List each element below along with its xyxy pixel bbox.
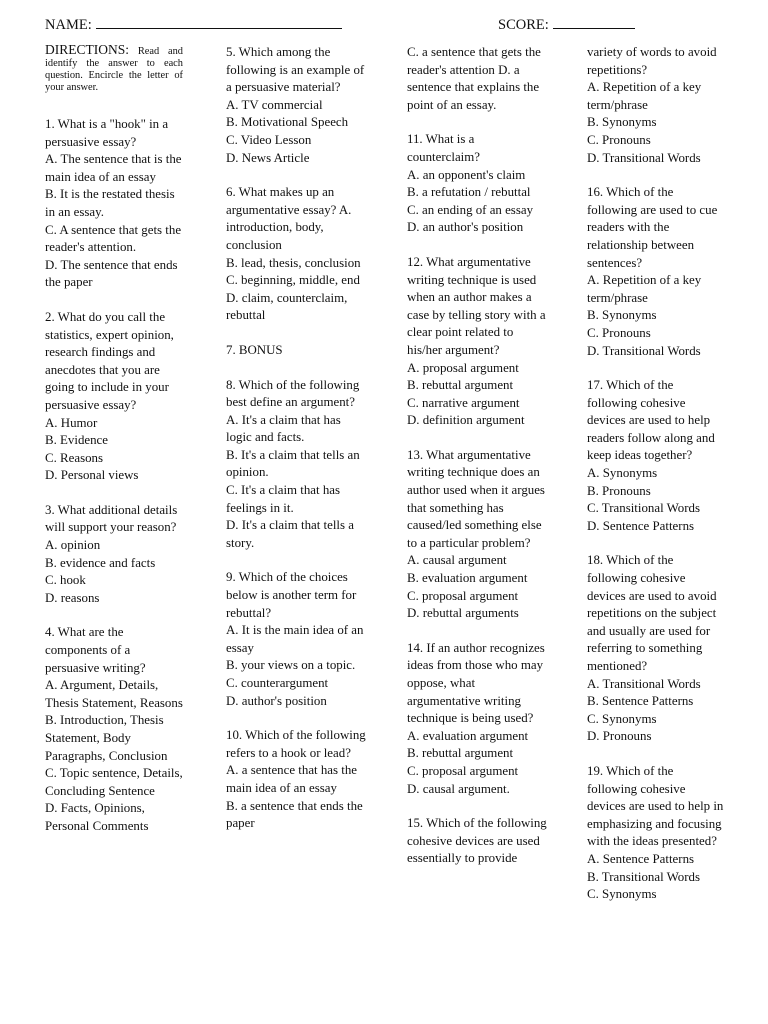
answer-option[interactable]: C. Synonyms [587,887,657,902]
answer-option[interactable]: B. Synonyms [587,115,657,130]
answer-option[interactable]: C. beginning, middle, end [226,273,360,288]
answer-option[interactable]: B. evidence and facts [45,555,156,570]
answer-option[interactable]: B. lead, thesis, conclusion [226,255,361,270]
question-text: 4. What are the components of a persuasive writing? [45,625,146,675]
question-block [45,116,183,292]
answer-option[interactable]: B. It is the restated thesis in an essay. [45,187,175,219]
question-block [587,552,725,746]
answer-option[interactable]: C. A sentence that gets the reader's attention. [45,222,182,255]
question-block [407,815,547,868]
question-text: 16. Which of the following are used to cue readers with the relationship between sentences? [587,185,718,270]
answer-option[interactable]: A. The sentence that is the main idea of an essay [45,152,182,184]
answer-option[interactable]: A. Transitional Words [587,676,701,691]
question-text: 14. If an author recognizes ideas from those who may oppose, what argumentative writing technique is being used? [407,640,545,726]
answer-option[interactable]: D. Sentence Patterns [587,518,695,533]
answer-option[interactable]: D. The sentence that ends the paper [45,257,178,290]
header [45,16,728,38]
question-block [226,727,366,833]
column-3 [407,44,547,885]
question-block [407,131,547,237]
answer-option[interactable]: A. It is the main idea of an essay [226,623,364,655]
question-text: 6. What makes up an argumentative essay? A. introduction, body, conclusion [226,185,352,252]
question-text: 8. Which of the following best define an argument? [226,377,360,410]
answer-option[interactable]: B. Transitional Words [587,869,700,884]
question-text: 3. What additional details will support your reason? [45,502,178,535]
answer-option[interactable]: D. Facts, Opinions, Personal Comments [45,801,149,833]
question-text: variety of words to avoid repetitions? [587,45,717,77]
answer-option[interactable]: A. TV commercial [226,97,323,112]
answer-option[interactable]: D. rebuttal arguments [407,606,519,621]
answer-option[interactable]: A. Synonyms [587,466,658,481]
question-block [45,624,183,835]
question-text: 7. BONUS [226,342,283,357]
answer-option[interactable]: A. causal argument [407,553,507,568]
column-4 [587,44,725,921]
answer-option[interactable]: A. evaluation argument [407,728,529,743]
score-blank-line[interactable] [553,16,635,29]
question-text: 9. Which of the choices below is another term for rebuttal? [226,570,357,620]
column-2 [226,44,366,850]
question-block [226,569,366,710]
question-text: 12. What argumentative writing technique is used when an author makes a case by telling story with a clear point related to his/her argument? [407,254,546,357]
answer-option[interactable]: B. Pronouns [587,483,651,498]
answer-option[interactable]: B. rebuttal argument [407,746,514,761]
answer-option[interactable]: B. Introduction, Thesis Statement, Body Paragraphs, Conclusion [45,713,168,763]
question-text: 18. Which of the following cohesive devices are used to avoid repetitions on the subject and usually are used for referring to something mentioned? [587,553,717,673]
answer-option[interactable]: A. a sentence that has the main idea of an essay [226,763,358,795]
answer-option[interactable]: B. Motivational Speech [226,115,349,130]
question-text: 11. What is a counterclaim? [407,132,481,164]
question-text: 2. What do you call the statistics, expert opinion, research findings and anecdotes that you are going to include in your persuasive essay? [45,309,174,412]
answer-option[interactable]: D. Transitional Words [587,150,701,165]
answer-option[interactable]: B. Synonyms [587,308,657,323]
answer-option[interactable]: C. Video Lesson [226,132,312,147]
question-block [45,309,183,485]
question-block [407,640,547,798]
question-block [407,254,547,430]
answer-option[interactable]: B. evaluation argument [407,571,528,586]
answer-option[interactable]: B. a refutation / rebuttal [407,185,531,200]
answer-option[interactable]: D. an author's position [407,220,524,235]
directions-text: Read and identify the answer to each question. Encircle the letter of your answer. [45,46,183,93]
answer-option[interactable]: A. It's a claim that has logic and facts. [226,412,341,445]
answer-option[interactable]: A. Argument, Details, Thesis Statement, Reasons [45,678,183,710]
answer-option[interactable]: B. rebuttal argument [407,378,514,393]
directions [45,44,183,94]
question-text: 10. Which of the following refers to a hook or lead? [226,728,366,760]
answer-option[interactable]: D. It's a claim that tells a story. [226,518,354,550]
answer-option[interactable]: B. It's a claim that tells an opinion. [226,447,360,480]
answer-option[interactable]: D. claim, counterclaim, rebuttal [226,290,348,323]
answer-option[interactable]: C. Reasons [45,450,104,465]
question-text: 1. What is a "hook" in a persuasive essay? [45,117,169,149]
question-block [45,502,183,608]
question-block [226,342,366,360]
answer-option[interactable]: A. an opponent's claim [407,167,526,182]
answer-option[interactable]: D. Pronouns [587,729,652,744]
answer-option[interactable]: B. a sentence that ends the paper [226,798,363,831]
question-block [407,44,547,114]
answer-option[interactable]: D. reasons [45,590,100,605]
name-label: NAME: [45,17,92,33]
answer-option[interactable]: A. Repetition of a key term/phrase [587,80,702,112]
answer-option[interactable]: D. author's position [226,693,327,708]
question-block [587,763,725,904]
answer-option[interactable]: D. definition argument [407,413,525,428]
question-text: 5. Which among the following is an example of a persuasive material? [226,45,365,95]
answer-option[interactable]: D. causal argument. [407,781,510,796]
answer-option[interactable]: D. Transitional Words [587,343,701,358]
answer-option[interactable]: C. Topic sentence, Details, Concluding Sentence [45,766,183,798]
question-block [407,447,547,623]
question-text: 17. Which of the following cohesive devices are used to help readers follow along and keep ideas together? [587,378,715,463]
answer-option[interactable]: A. Repetition of a key term/phrase [587,273,702,305]
answer-option[interactable]: C. Transitional Words [587,501,700,516]
answer-option[interactable]: A. opinion [45,538,101,553]
answer-option[interactable]: C. counterargument [226,676,329,690]
score-field[interactable] [498,16,635,34]
answer-option[interactable]: C. narrative argument [407,395,520,410]
score-label: SCORE: [498,17,549,33]
question-text: 19. Which of the following cohesive devices are used to help in emphasizing and focusing with the ideas presented? [587,763,724,849]
answer-option[interactable]: D. Personal views [45,468,139,483]
question-block [587,44,725,167]
answer-option[interactable]: B. Evidence [45,433,108,448]
answer-option[interactable]: C. Pronouns [587,325,651,340]
answer-option[interactable]: D. News Article [226,150,310,165]
answer-option[interactable]: B. your views on a topic. [226,658,356,673]
question-block [226,184,366,325]
answer-option[interactable]: C. an ending of an essay [407,202,534,217]
question-text: 13. What argumentative writing technique does an author used when it argues that something has caused/led something else to a particular problem? [407,447,545,550]
question-block [587,377,725,535]
answer-option[interactable]: C. Synonyms [587,711,657,726]
answer-option[interactable]: C. It's a claim that has feelings in it. [226,483,341,515]
answer-option[interactable]: A. Sentence Patterns [587,851,695,866]
question-block [226,44,366,167]
answer-option[interactable]: C. proposal argument [407,763,519,778]
answer-option[interactable]: C. a sentence that gets the reader's attention D. a sentence that explains the point of an essay. [407,45,541,112]
answer-option[interactable]: C. Pronouns [587,132,651,147]
answer-option[interactable]: C. proposal argument [407,588,519,603]
answer-option[interactable]: A. proposal argument [407,360,519,375]
answer-option[interactable]: A. Humor [45,415,98,430]
question-block [226,377,366,553]
column-1 [45,44,183,853]
name-blank-line[interactable] [96,16,342,29]
name-field[interactable] [45,16,342,34]
directions-title: DIRECTIONS: [45,42,129,57]
answer-option[interactable]: C. hook [45,573,86,588]
answer-option[interactable]: B. Sentence Patterns [587,694,694,709]
question-text: 15. Which of the following cohesive devices are used essentially to provide [407,816,547,866]
question-block [587,184,725,360]
